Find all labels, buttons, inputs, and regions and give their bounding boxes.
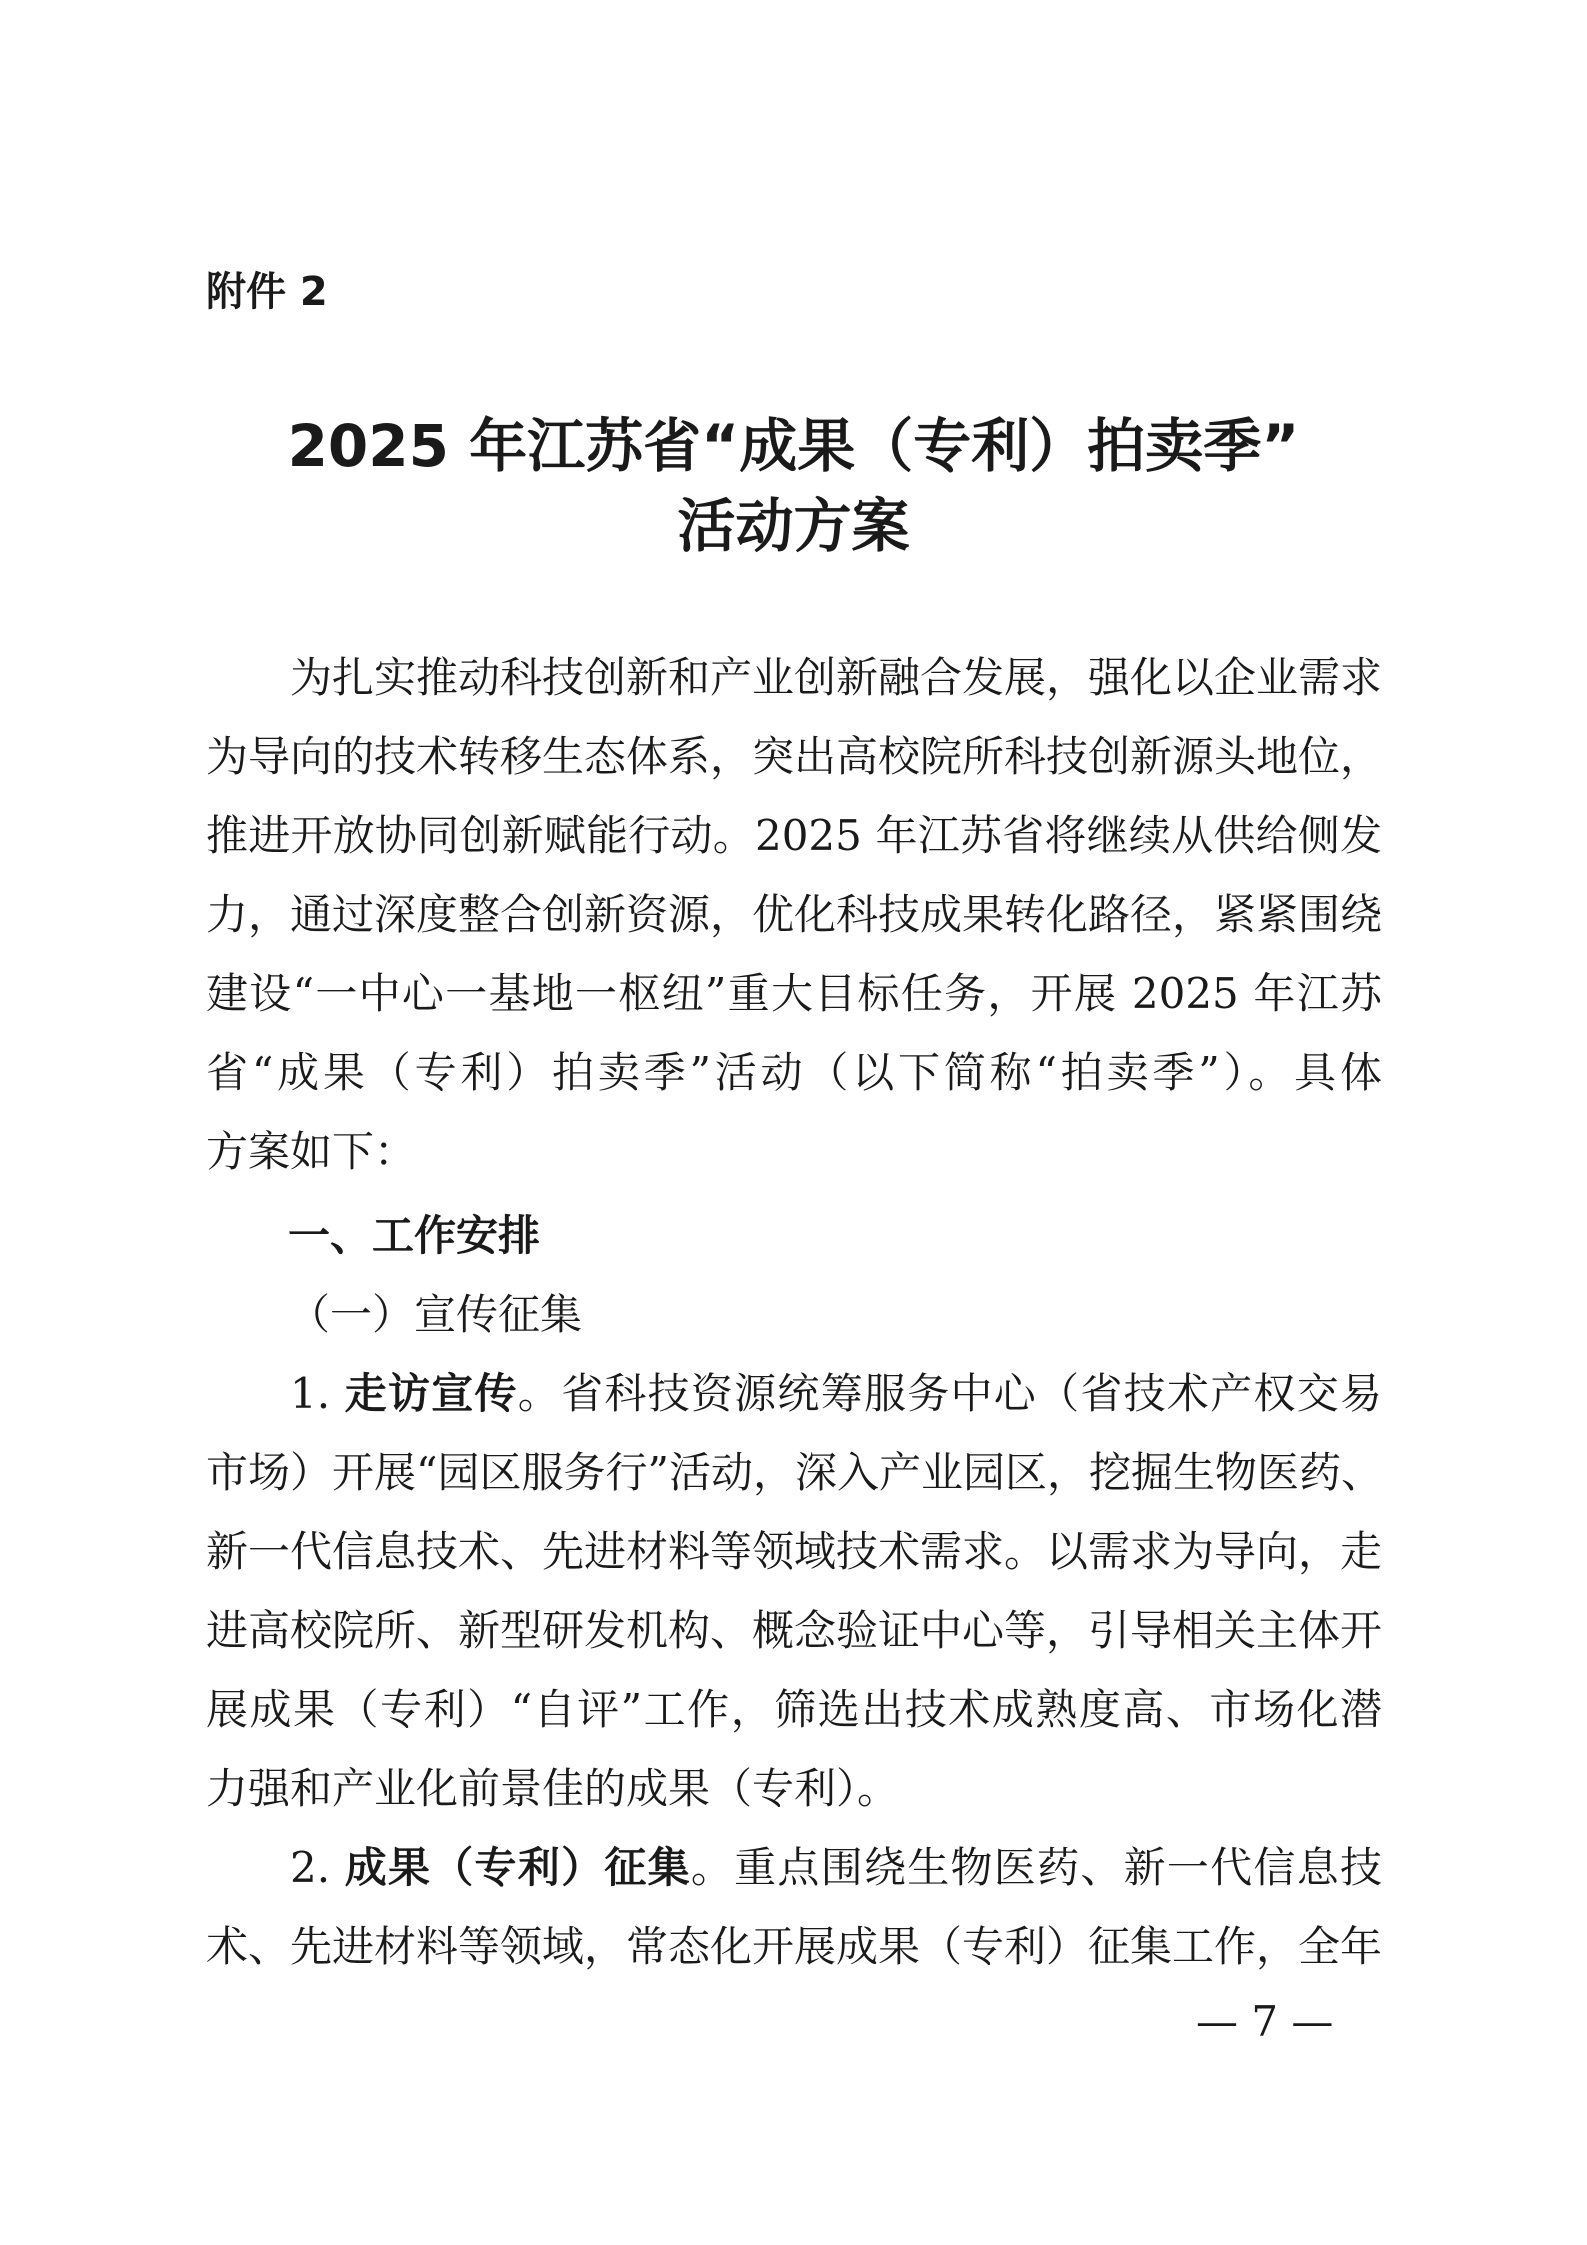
item-1-first-rest: 。省科技资源统筹服务中心（省技术产权交易 [517, 1369, 1382, 1418]
item-1-bold-title: 走访宣传 [344, 1369, 518, 1418]
subsection-heading: （一）宣传征集 [288, 1290, 583, 1339]
item-1-line: 展成果（专利）“自评”工作，筛选出技术成熟度高、市场化潜 [206, 1685, 1382, 1734]
item-2-first-line [206, 1828, 1382, 1907]
document-title-line-2: 活动方案 [677, 492, 910, 560]
item-1-line: 新一代信息技术、先进材料等领域技术需求。以需求为导向，走 [206, 1527, 1383, 1576]
intro-line: 力，通过深度整合创新资源，优化科技成果转化路径，紧紧围绕 [206, 890, 1383, 939]
item-1-line: 市场）开展“园区服务行”活动，深入产业园区，挖掘生物医药、 [206, 1448, 1383, 1497]
intro-paragraph [206, 638, 1382, 1191]
item-1-number: 1. [290, 1369, 345, 1418]
page-number: — 7 — [1196, 1997, 1334, 2046]
intro-line: 为扎实推动科技创新和产业创新融合发展，强化以企业需求 [290, 653, 1383, 702]
item-2-first-rest: 。重点围绕生物医药、新一代信息技 [690, 1843, 1382, 1892]
intro-line: 推进开放协同创新赋能行动。2025 年江苏省将继续从供给侧发 [206, 811, 1382, 860]
item-1-first-line [206, 1354, 1382, 1433]
intro-line: 省“成果（专利）拍卖季”活动（以下简称“拍卖季”）。具体 [206, 1048, 1382, 1097]
item-1-line: 进高校院所、新型研发机构、概念验证中心等，引导相关主体开 [206, 1606, 1383, 1655]
item-1-paragraph [206, 1354, 1382, 1828]
document-title-line-1: 2025 年江苏省“成果（专利）拍卖季” [287, 412, 1300, 480]
item-2-number: 2. [290, 1843, 345, 1892]
item-2-paragraph [206, 1828, 1382, 1986]
item-2-bold-title: 成果（专利）征集 [344, 1843, 691, 1892]
intro-line: 方案如下： [206, 1127, 417, 1176]
item-1-line: 力强和产业化前景佳的成果（专利）。 [206, 1764, 900, 1813]
intro-line: 为导向的技术转移生态体系，突出高校院所科技创新源头地位， [206, 732, 1383, 781]
section-heading: 一、工作安排 [288, 1211, 541, 1260]
intro-line: 建设“一中心一基地一枢纽”重大目标任务，开展 2025 年江苏 [206, 969, 1382, 1018]
attachment-label: 附件 2 [206, 269, 328, 315]
item-2-line: 术、先进材料等领域，常态化开展成果（专利）征集工作，全年 [206, 1922, 1383, 1971]
